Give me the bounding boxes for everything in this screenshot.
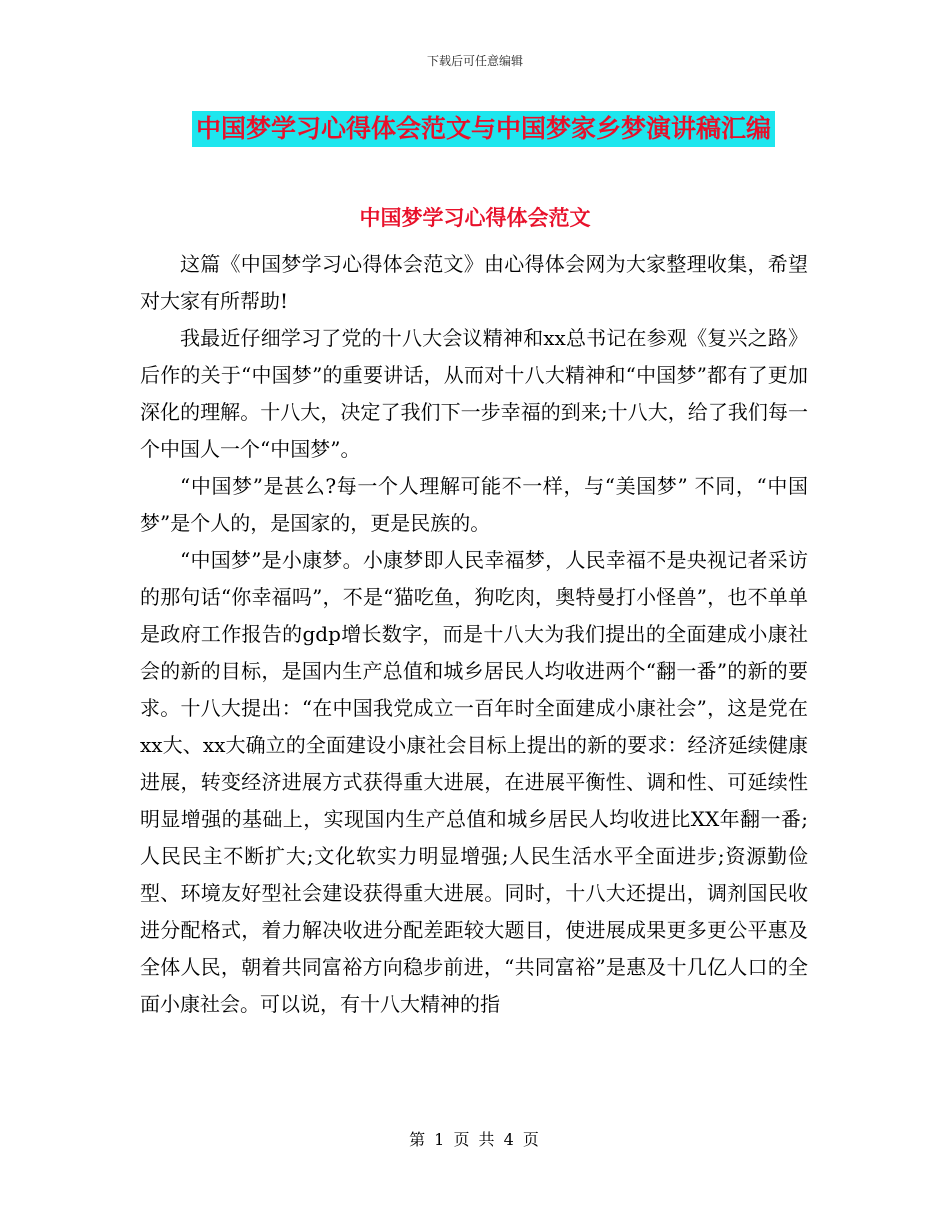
document-title: 中国梦学习心得体会范文与中国梦家乡梦演讲稿汇编 <box>196 114 772 143</box>
article-body <box>140 246 808 1023</box>
page-footer: 第 1 页 共 4 页 <box>409 1130 541 1149</box>
main-title-highlight <box>192 111 775 147</box>
paragraph-intro: 这篇《中国梦学习心得体会范文》由心得体会网为大家整理收集，希望对大家有所帮助! <box>140 252 808 313</box>
header-note: 下载后可任意编辑 <box>426 54 523 68</box>
paragraph-what-is-dream: “中国梦”是甚么?每一个人理解可能不一样，与“美国梦” 不同，“中国梦”是个人的，是国家的，更是民族的。 <box>140 474 808 535</box>
paragraph-xiaokang-dream: “中国梦”是小康梦。小康梦即人民幸福梦，人民幸福不是央视记者采访的那句话“你幸福吗”，不是“猫吃鱼，狗吃肉，奥特曼打小怪兽”，也不单单是政府工作报告的gdp增长数字，而是十八大为我们提出的全面建成小康社会的新的目标，是国内生产总值和城乡居民人均收进两个“翻一番”的新的要求。十八大提出：“在中国我党成立一百年时全面建成小康社会”，这是党在xx大、xx大确立的全面建设小康社会目标上提出的新的要求：经济延续健康进展，转变经济进展方式获得重大进展，在进展平衡性、调和性、可延续性明显增强的基础上，实现国内生产总值和城乡居民人均收进比XX年翻一番;人民民主不断扩大;文化软实力明显增强;人民生活水平全面进步;资源勤俭型、环境友好型社会建设获得重大进展。同时，十八大还提出，调剂国民收进分配格式，着力解决收进分配差距较大题目，使进展成果更多更公平惠及全体人民，朝着共同富裕方向稳步前进，“共同富裕”是惠及十几亿人口的全面小康社会。可以说，有十八大精神的指 <box>140 548 808 1016</box>
paragraph-study: 我最近仔细学习了党的十八大会议精神和xx总书记在参观《复兴之路》后作的关于“中国梦”的重要讲话，从而对十八大精神和“中国梦”都有了更加深化的理解。十八大，决定了我们下一步幸福的到来;十八大，给了我们每一个中国人一个“中国梦”。 <box>140 326 808 461</box>
section-title: 中国梦学习心得体会范文 <box>359 206 591 230</box>
